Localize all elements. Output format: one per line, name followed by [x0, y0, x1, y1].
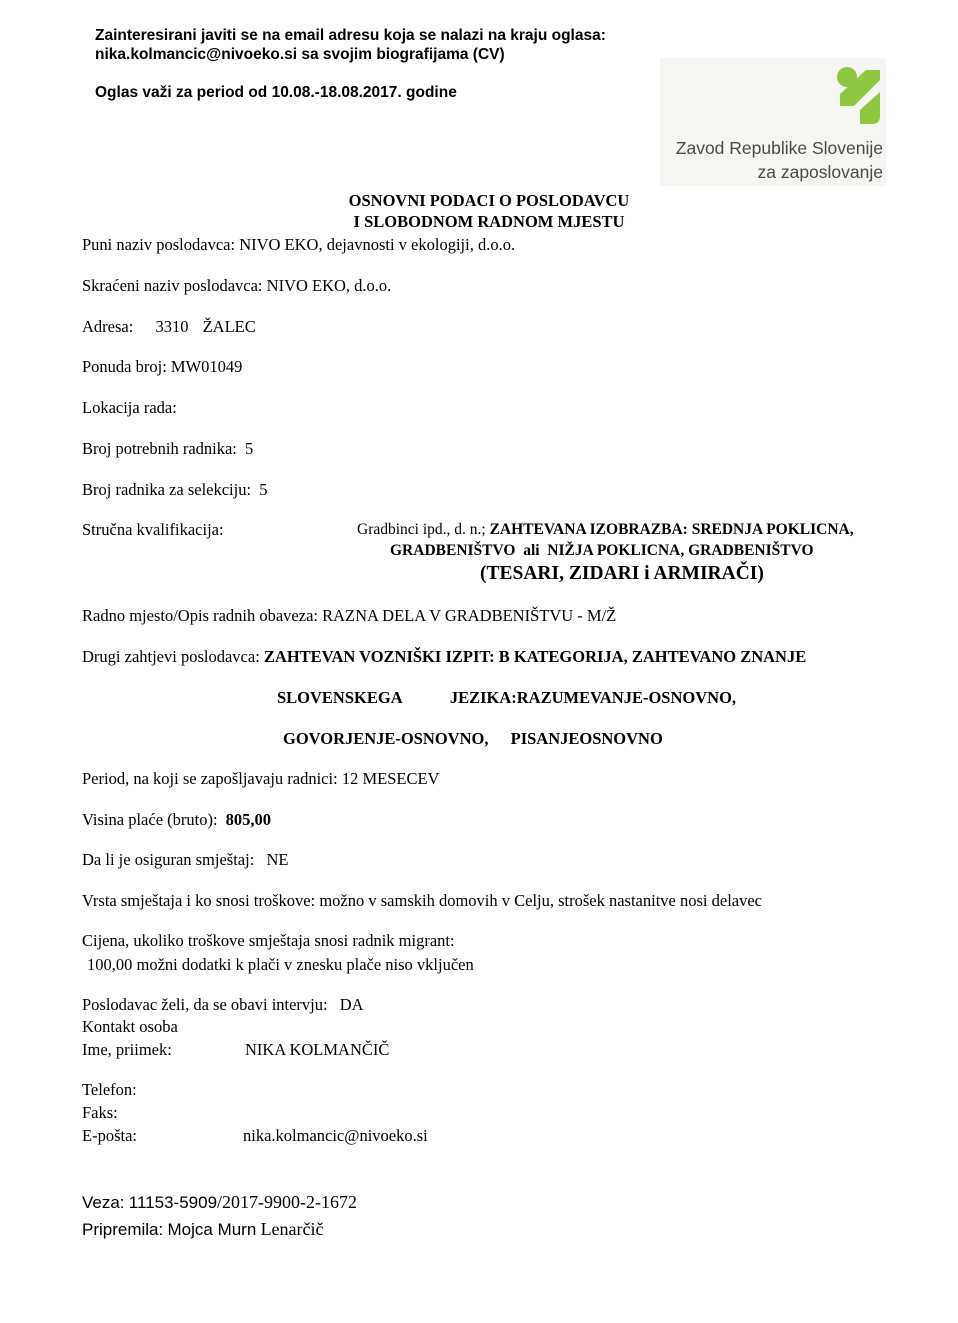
address-row — [82, 317, 256, 337]
title-line-2: I SLOBODNOM RADNOM MJESTU — [353, 212, 625, 231]
other-line-3 — [283, 729, 663, 749]
prepared-value-b: Lenarčič — [260, 1219, 324, 1239]
reference-row — [82, 1192, 357, 1213]
full-name-row — [82, 235, 515, 255]
qualification-label: Stručna kvalifikacija: — [82, 520, 224, 539]
full-name-label: Puni naziv poslodavca: — [82, 235, 236, 254]
period-value: 12 MESECEV — [341, 769, 440, 788]
email-label: E-pošta: — [82, 1126, 137, 1145]
short-name-row — [82, 276, 391, 296]
address-label: Adresa: — [82, 317, 134, 336]
workers-selection-label: Broj radnika za selekciju: — [82, 480, 252, 499]
housing-type-label: Vrsta smještaja i ko snosi troškove: — [82, 891, 316, 910]
job-value: RAZNA DELA V GRADBENIŠTVU - M/Ž — [322, 606, 617, 625]
workers-needed-value: 5 — [245, 439, 254, 458]
logo-text-line-1: Zavod Republike Slovenije — [675, 138, 883, 158]
name-value: NIKA KOLMANČIČ — [245, 1040, 390, 1059]
period-label: Period, na koji se zapošljavaju radnici: — [82, 769, 338, 788]
other-line-3-a: GOVORJENJE-OSNOVNO, — [283, 729, 489, 748]
title-line-1: OSNOVNI PODACI O POSLODAVCU — [348, 191, 630, 210]
interview-row — [82, 995, 364, 1015]
workers-selection-row — [82, 480, 267, 500]
address-zip: 3310 — [155, 317, 189, 336]
reference-value-a: 11153-5909 — [128, 1193, 218, 1212]
housing-type-row — [82, 891, 762, 911]
interview-value: DA — [339, 995, 364, 1014]
other-line-2-b: JEZIKA:RAZUMEVANJE-OSNOVNO, — [449, 688, 737, 707]
workers-needed-label: Broj potrebnih radnika: — [82, 439, 237, 458]
housing-price-label: Cijena, ukoliko troškove smještaja snosi radnik migrant: — [82, 931, 455, 950]
name-label: Ime, priimek: — [82, 1040, 172, 1059]
period-row — [82, 769, 439, 789]
phone-label: Telefon: — [82, 1080, 137, 1099]
qualification-education: ZAHTEVANA IZOBRAZBA: SREDNJA POKLICNA, — [489, 521, 854, 538]
housing-price-value: 100,00 možni dodatki k plači v znesku plače niso vključen — [87, 955, 474, 974]
notice-validity: Oglas važi za period od 10.08.-18.08.2017. godine — [95, 84, 457, 101]
reference-value-b: /2017-9900-2-1672 — [217, 1192, 358, 1212]
zrss-logo — [660, 58, 886, 186]
prepared-value-a: Mojca Murn — [167, 1220, 257, 1239]
housing-value: NE — [266, 850, 289, 869]
salary-value: 805,00 — [225, 810, 272, 829]
job-row — [82, 606, 616, 626]
address-city: ŽALEC — [202, 317, 256, 336]
short-name-label: Skraćeni naziv poslodavca: — [82, 276, 263, 295]
other-line-1: ZAHTEVAN VOZNIŠKI IZPIT: B KATEGORIJA, ZAHTEVANO ZNANJE — [263, 647, 807, 666]
other-label: Drugi zahtjevi poslodavca: — [82, 647, 260, 666]
salary-label: Visina plaće (bruto): — [82, 810, 218, 829]
prepared-label: Pripremila: — [82, 1220, 164, 1239]
contact-label: Kontakt osoba — [82, 1017, 178, 1036]
job-label: Radno mjesto/Opis radnih obaveza: — [82, 606, 318, 625]
other-line-2 — [277, 688, 736, 708]
other-line-3-b: PISANJEOSNOVNO — [510, 729, 663, 748]
offer-row — [82, 357, 242, 377]
location-label: Lokacija rada: — [82, 398, 177, 417]
housing-row — [82, 850, 288, 870]
short-name-value: NIVO EKO, d.o.o. — [266, 276, 392, 295]
salary-row — [82, 810, 271, 830]
email-value[interactable]: nika.kolmancic@nivoeko.si — [243, 1126, 428, 1145]
prepared-row — [82, 1219, 324, 1240]
workers-needed-row — [82, 439, 253, 459]
other-row — [82, 647, 806, 667]
qualification-line-2: GRADBENIŠTVO ali NIŽJA POKLICNA, GRADBENIŠTVO — [390, 542, 814, 559]
qualification-line-3: (TESARI, ZIDARI i ARMIRAČI) — [480, 563, 764, 584]
interview-label: Poslodavac želi, da se obavi intervju: — [82, 995, 328, 1014]
offer-label: Ponuda broj: — [82, 357, 167, 376]
zrss-logo-icon — [834, 64, 886, 126]
housing-type-value: možno v samskih domovih v Celju, strošek nastanitve nosi delavec — [319, 891, 763, 910]
logo-text-line-2: za zaposlovanje — [757, 162, 883, 182]
qualification-occupation: Gradbinci ipd., d. n.; — [357, 521, 486, 538]
full-name-value: NIVO EKO, dejavnosti v ekologiji, d.o.o. — [239, 235, 516, 254]
notice-line-1: Zainteresirani javiti se na email adresu koja se nalazi na kraju oglasa: — [95, 27, 606, 44]
reference-label: Veza: — [82, 1193, 125, 1212]
other-line-2-a: SLOVENSKEGA — [277, 688, 402, 707]
offer-value: MW01049 — [170, 357, 243, 376]
housing-label: Da li je osiguran smještaj: — [82, 850, 255, 869]
workers-selection-value: 5 — [259, 480, 268, 499]
qualification-line-1 — [357, 521, 854, 539]
notice-line-2: nika.kolmancic@nivoeko.si sa svojim biografijama (CV) — [95, 46, 505, 63]
fax-label: Faks: — [82, 1103, 118, 1122]
